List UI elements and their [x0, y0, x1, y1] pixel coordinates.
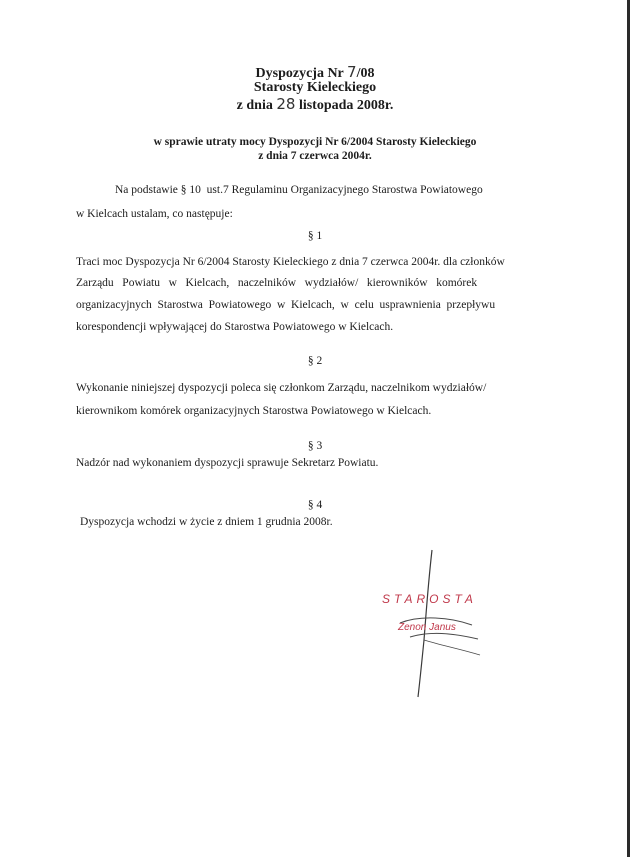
- header-line-1: Dyspozycja Nr 7/08: [255, 63, 375, 81]
- section-1-line-4: korespondencji wpływającej do Starostwa Powiatowego w Kielcach.: [76, 321, 394, 333]
- header-line-2: Starosty Kieleckiego: [253, 80, 377, 95]
- intro-line-1: Na podstawie § 10 ust.7 Regulaminu Organizacyjnego Starostwa Powiatowego: [115, 184, 483, 196]
- section-3-heading: § 3: [307, 440, 323, 452]
- section-2-line-1: Wykonanie niniejszej dyspozycji poleca się członkom Zarządu, naczelnikom wydziałów/: [76, 382, 487, 394]
- handwritten-number: 7: [347, 63, 357, 81]
- handwritten-day: 28: [276, 95, 296, 113]
- section-1-line-3: organizacyjnych Starostwa Powiatowego w Kielcach, w celu usprawnienia przepływu: [76, 299, 496, 311]
- section-1-heading: § 1: [307, 230, 323, 242]
- subject-line-2: z dnia 7 czerwca 2004r.: [258, 150, 372, 162]
- header-line-3: z dnia 28 listopada 2008r.: [236, 95, 394, 113]
- stamp-title: STAROSTA: [382, 592, 477, 606]
- section-2-heading: § 2: [307, 355, 323, 367]
- section-4-line-1: Dyspozycja wchodzi w życie z dniem 1 grudnia 2008r.: [80, 516, 333, 528]
- subject-line-1: w sprawie utraty mocy Dyspozycji Nr 6/2004 Starosty Kieleckiego: [153, 136, 477, 148]
- section-4-heading: § 4: [307, 499, 323, 511]
- section-2-line-2: kierownikom komórek organizacyjnych Starostwa Powiatowego w Kielcach.: [76, 405, 432, 417]
- section-3-line-1: Nadzór nad wykonaniem dyspozycji sprawuje Sekretarz Powiatu.: [76, 457, 379, 469]
- section-1-line-2: Zarządu Powiatu w Kielcach, naczelników wydziałów/ kierowników komórek: [76, 277, 478, 289]
- stamp-name: Zenon Janus: [398, 622, 456, 633]
- intro-line-2: w Kielcach ustalam, co następuje:: [76, 208, 233, 220]
- section-1-line-1: Traci moc Dyspozycja Nr 6/2004 Starosty Kieleckiego z dnia 7 czerwca 2004r. dla członków: [76, 256, 505, 268]
